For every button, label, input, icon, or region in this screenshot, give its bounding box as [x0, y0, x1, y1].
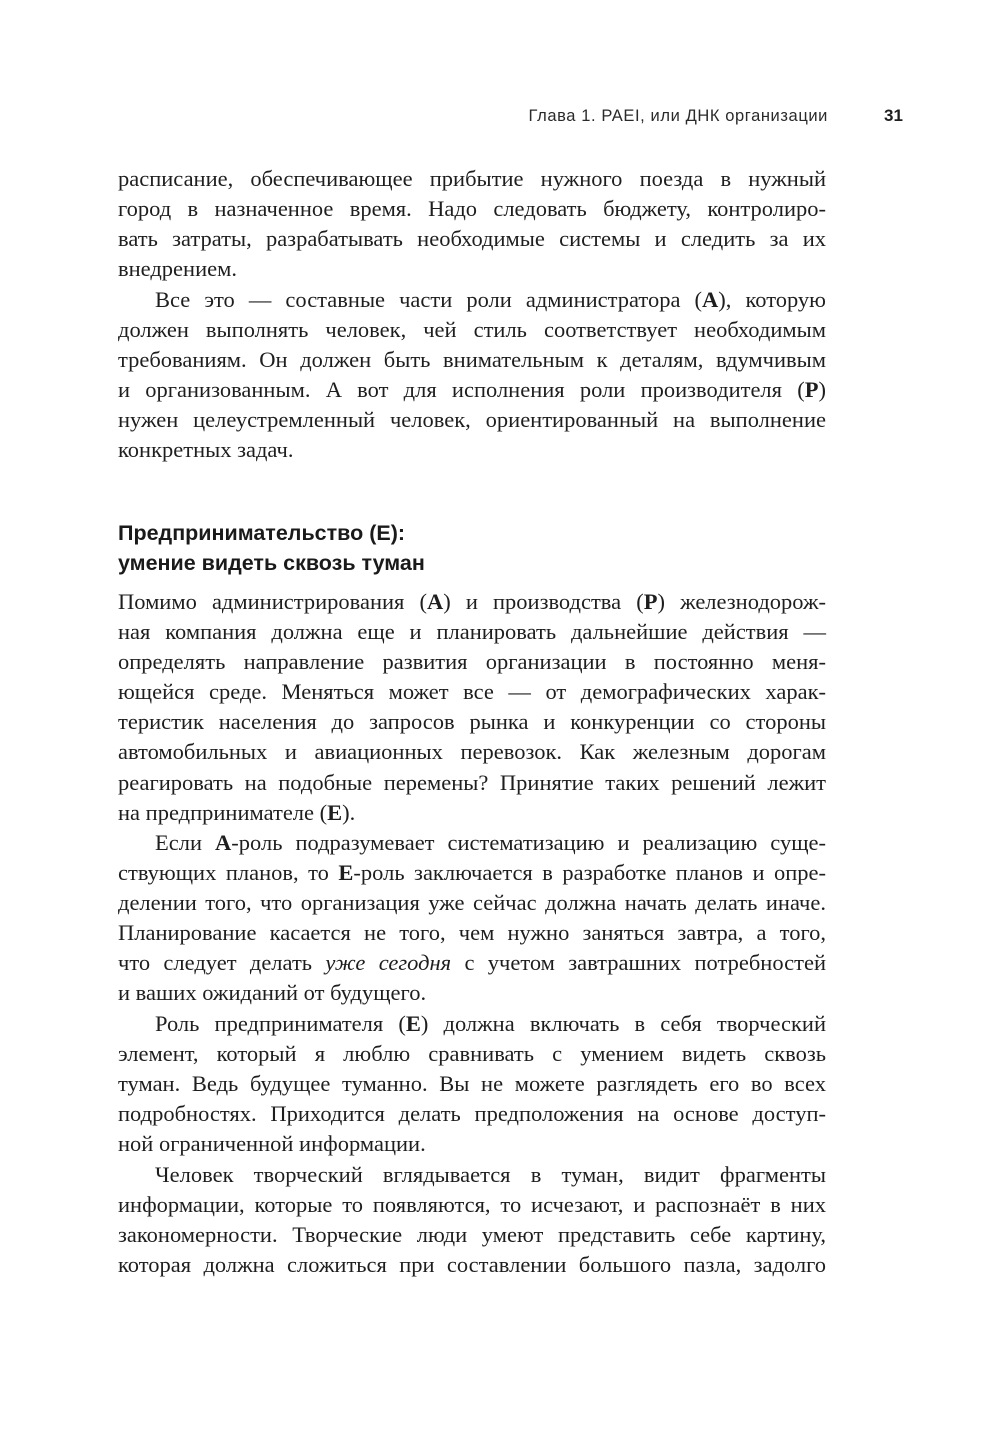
paragraph-line: туман. Ведь будущее туманно. Вы не можете разглядеть его во всех	[118, 1071, 826, 1097]
role-letter: A	[215, 830, 232, 855]
paragraph-line	[118, 858, 826, 888]
section-heading	[118, 518, 826, 578]
paragraph-line	[118, 948, 826, 978]
paragraph-line: город в назначенное время. Надо следовать бюджету, контролиро-	[118, 196, 826, 222]
text-run: Помимо администрирования (	[118, 589, 427, 614]
paragraph-5	[118, 1009, 826, 1159]
paragraph-1	[118, 164, 826, 284]
paragraph-line: конкретных задач.	[118, 437, 294, 463]
paragraph-line: автомобильных и авиационных перевозок. Как железным дорогам	[118, 739, 826, 765]
text-run: Роль предпринимателя (	[155, 1011, 406, 1036]
text-run: )	[818, 377, 826, 403]
paragraph-line	[118, 375, 826, 405]
text-run: Если	[155, 830, 216, 855]
role-letter: A	[426, 589, 444, 614]
text-run: и организованным. А вот для исполнения роли производителя (	[118, 377, 805, 403]
paragraph-line: определять направление развития организации в постоянно меня-	[118, 649, 826, 675]
text-run: с учетом завтрашних потребностей	[451, 950, 826, 976]
paragraph-line	[118, 587, 826, 617]
paragraph-line: требованиям. Он должен быть внимательным к деталям, вдумчивым	[118, 347, 826, 373]
paragraph-line	[118, 798, 826, 828]
paragraph-line: теристик населения до запросов рынка и конкуренции со стороны	[118, 709, 826, 735]
paragraph-6	[118, 1160, 826, 1280]
section-heading-line: Предпринимательство (E):	[118, 521, 406, 545]
paragraph-line: нужен целеустремленный человек, ориентированный на выполнение	[118, 407, 826, 433]
paragraph-line: делении того, что организация уже сейчас должна начать делать иначе.	[118, 890, 826, 916]
paragraph-line: внедрением.	[118, 256, 237, 282]
paragraph-line: ющейся среде. Меняться может все — от демографических харак-	[118, 679, 826, 705]
paragraph-4	[118, 828, 826, 1009]
paragraph-line	[118, 828, 826, 858]
text-run: ствующих планов, то	[118, 860, 339, 886]
running-head: Глава 1. PAEI, или ДНК организации	[528, 107, 828, 125]
role-letter: E	[327, 799, 343, 825]
paragraph-line: вать затраты, разрабатывать необходимые системы и следить за их	[118, 226, 826, 252]
role-letter: P	[804, 377, 819, 403]
paragraph-line: которая должна сложиться при составлении большого пазла, задолго	[118, 1252, 826, 1278]
text-run: ) железнодорож-	[657, 589, 826, 614]
text-run: ) должна включать в себя творческий	[420, 1011, 826, 1036]
text-run: на предпринимателе (	[118, 799, 328, 825]
paragraph-line: ная компания должна еще и планировать дальнейшие действия —	[118, 619, 826, 645]
paragraph-line: закономерности. Творческие люди умеют представить себе картину,	[118, 1222, 826, 1248]
paragraph-line: подробностях. Приходится делать предположения на основе доступ-	[118, 1101, 826, 1127]
text-run: -роль заключается в разработке планов и опре-	[353, 860, 826, 886]
text-run: ).	[342, 799, 356, 825]
paragraph-line: Человек творческий вглядывается в туман, видит фрагменты	[155, 1162, 826, 1187]
paragraph-line: должен выполнять человек, чей стиль соответствует необходимым	[118, 317, 826, 343]
text-run: -роль подразумевает систематизацию и реализацию суще-	[231, 830, 827, 855]
paragraph-line	[118, 1009, 826, 1039]
paragraph-line: Планирование касается не того, чем нужно заняться завтра, а того,	[118, 920, 826, 946]
role-letter: E	[405, 1011, 421, 1036]
paragraph-2	[118, 285, 826, 466]
text-run: ) и производства (	[443, 589, 644, 614]
text-run: Все это — составные части роли администратора (	[155, 287, 703, 312]
role-letter: P	[643, 589, 658, 614]
paragraph-line: ной ограниченной информации.	[118, 1131, 426, 1157]
paragraph-line: реагировать на подобные перемены? Принятие таких решений лежит	[118, 769, 826, 795]
paragraph-line	[118, 285, 826, 315]
text-run: что следует делать	[118, 950, 326, 976]
paragraph-line: расписание, обеспечивающее прибытие нужного поезда в нужный	[118, 166, 826, 191]
paragraph-line: элемент, который я люблю сравнивать с умением видеть сквозь	[118, 1041, 826, 1067]
section-heading-line: умение видеть сквозь туман	[118, 551, 425, 575]
paragraph-3	[118, 587, 826, 828]
role-letter: E	[338, 860, 354, 886]
page-number: 31	[884, 106, 903, 125]
text-run: ), которую	[718, 287, 826, 312]
emphasis: уже сегодня	[325, 950, 452, 976]
role-letter: A	[702, 287, 719, 312]
paragraph-line: информации, которые то появляются, то исчезают, и распознаёт в них	[118, 1192, 826, 1218]
paragraph-line: и ваших ожиданий от будущего.	[118, 980, 427, 1006]
